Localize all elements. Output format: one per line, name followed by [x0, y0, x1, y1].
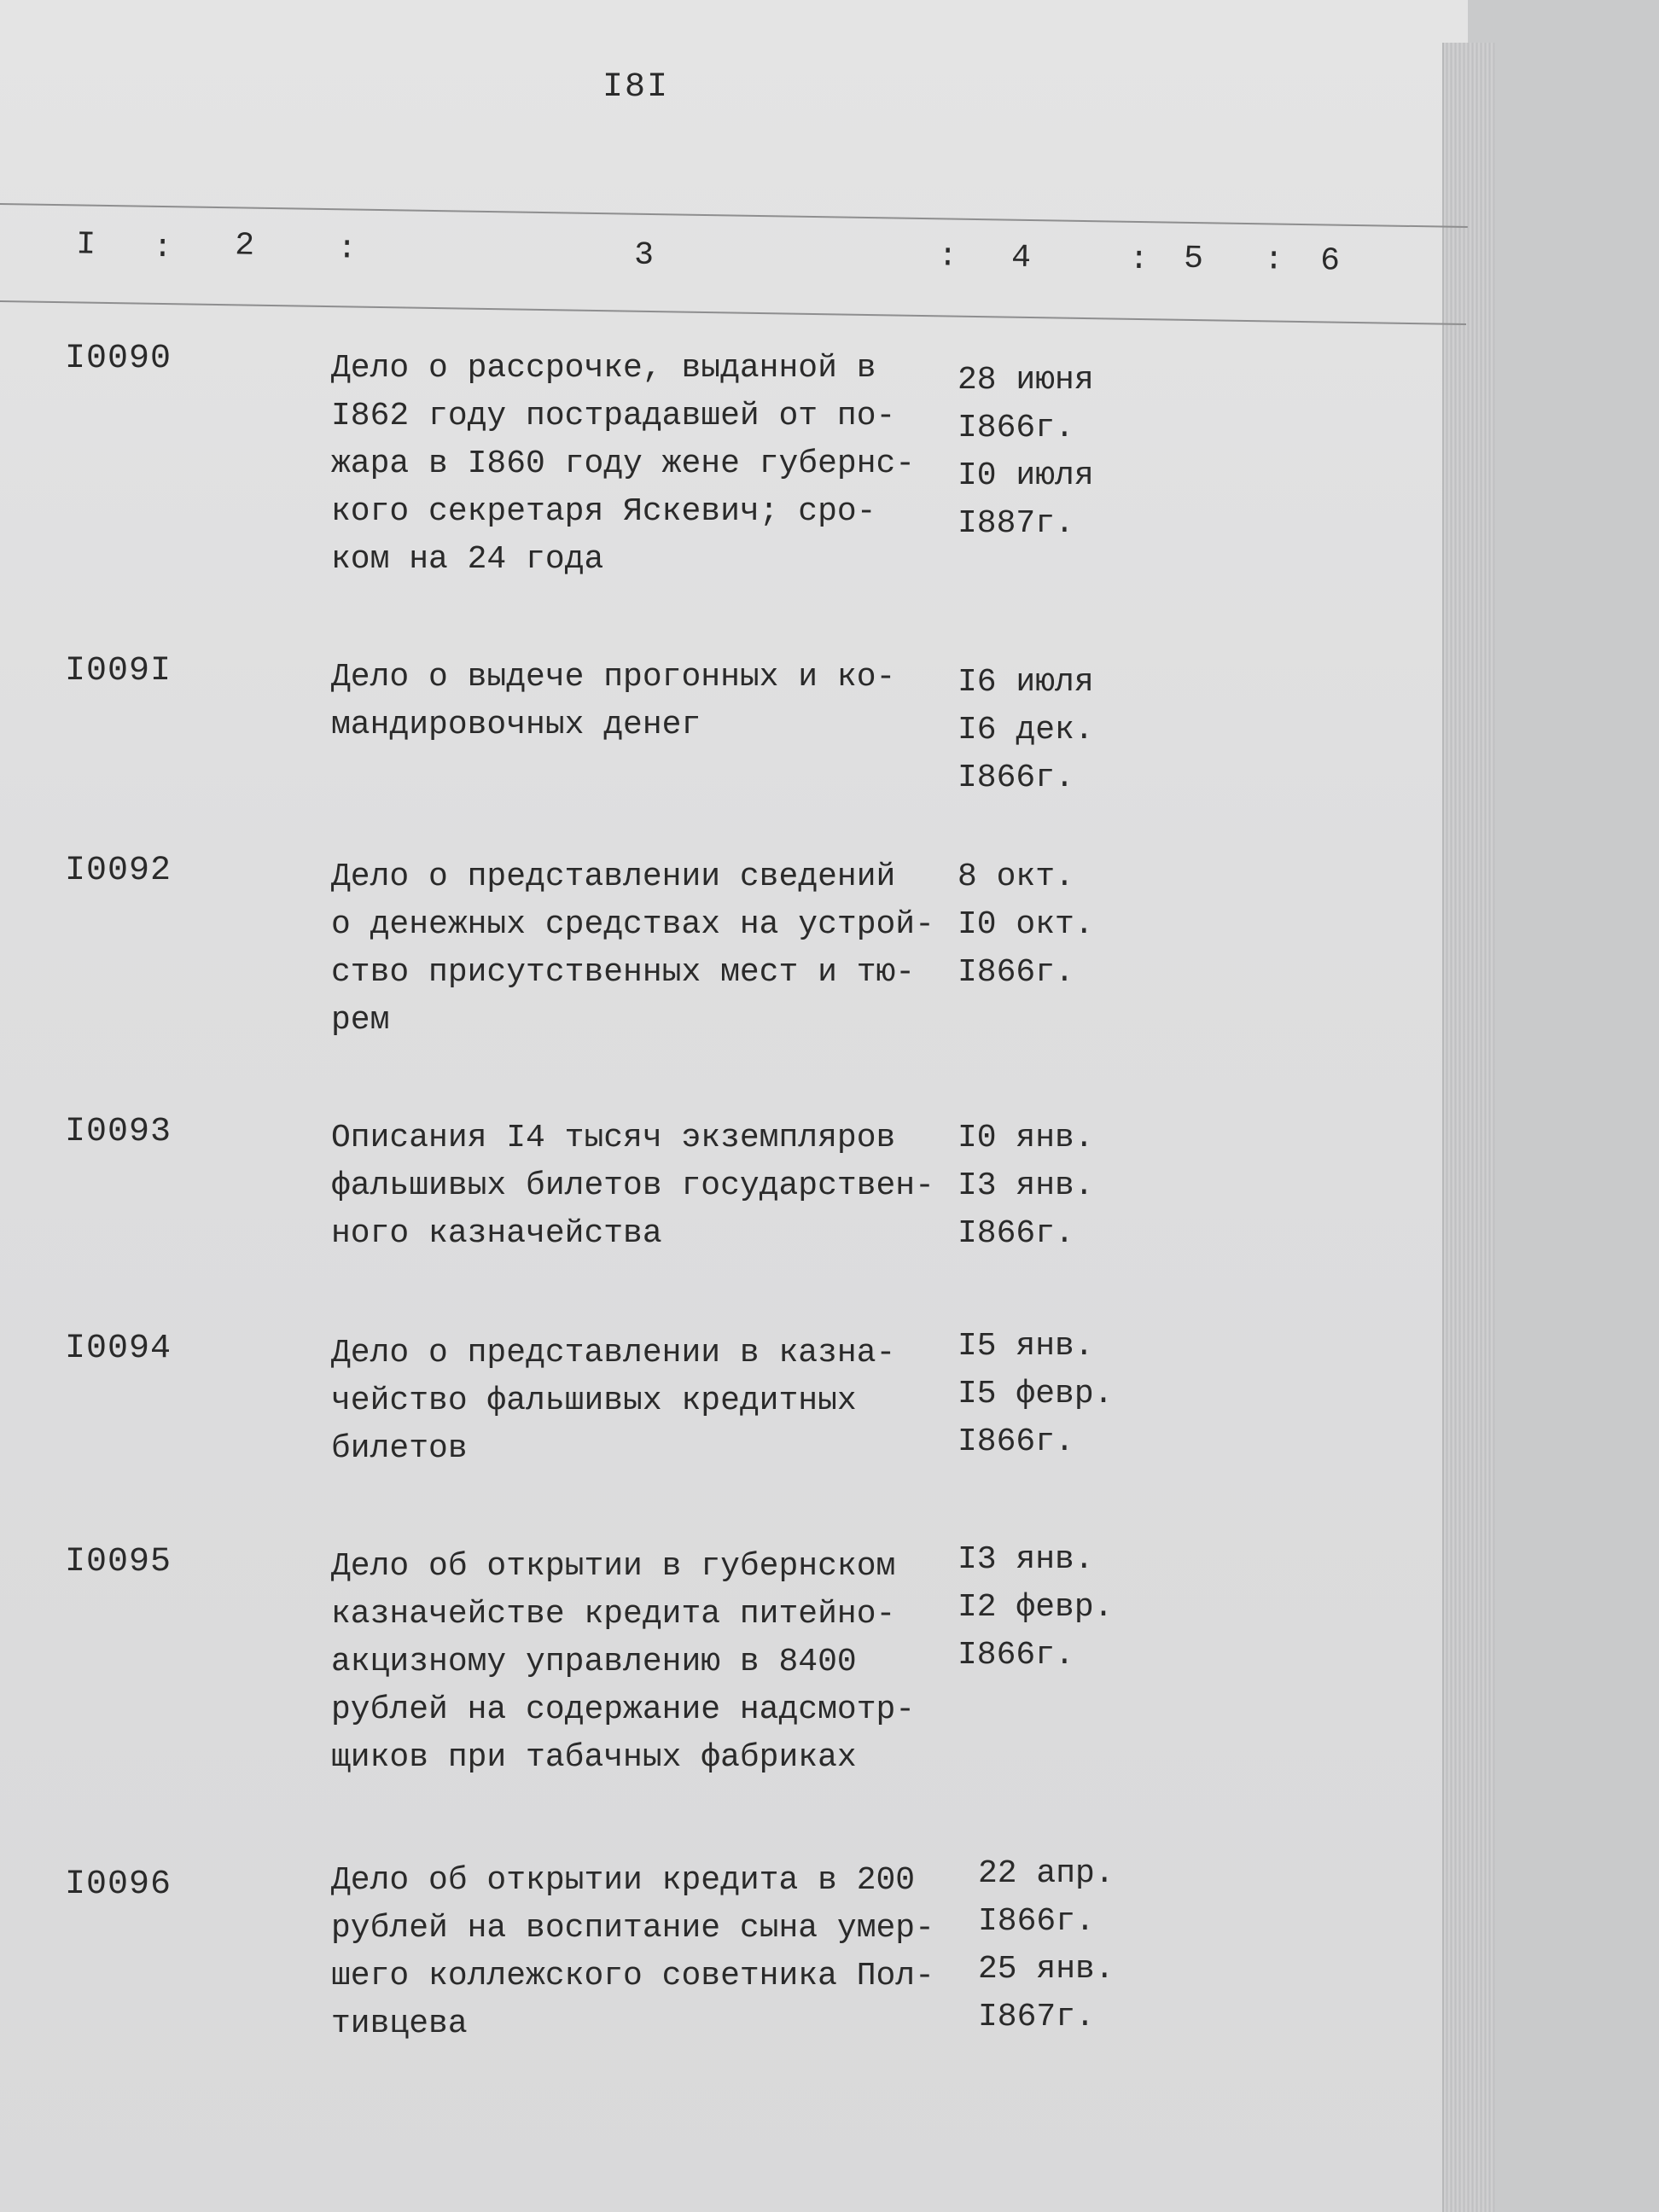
- entry-date-line: I5 февр.: [958, 1376, 1114, 1412]
- entry-title-line: Дело о рассрочке, выданной в: [331, 350, 876, 387]
- entry-date-line: I6 июля: [958, 664, 1094, 701]
- entry-date-line: I0 окт.: [958, 906, 1094, 943]
- entry-date-line: 8 окт.: [958, 859, 1074, 895]
- column-separator: :: [152, 229, 173, 267]
- entry-dates: [978, 1850, 1115, 2041]
- entry-date-line: I866г.: [958, 954, 1074, 991]
- entry-title-line: Дело о представлении сведений: [331, 859, 896, 895]
- column-header-6: 6: [1319, 242, 1341, 280]
- column-header-4: 4: [1010, 239, 1032, 276]
- entry-date-line: I866г.: [958, 410, 1074, 446]
- entry-dates: [958, 357, 1094, 548]
- entry-dates: [958, 1323, 1113, 1466]
- entry-title-line: Дело об открытии в губернском: [331, 1548, 896, 1585]
- entry-title-line: I862 году пострадавшей от по-: [331, 398, 896, 434]
- entry-dates: [958, 1115, 1094, 1258]
- column-separator: :: [336, 230, 358, 268]
- entry-title-line: жара в I860 году жене губернс-: [331, 445, 916, 482]
- entry-date-line: I866г.: [958, 760, 1074, 796]
- entry-date-line: I866г.: [958, 1423, 1074, 1460]
- entry-title-line: Дело о представлении в казна-: [331, 1335, 896, 1371]
- page-number: I8I: [602, 68, 670, 107]
- entry-date-line: I866г.: [958, 1215, 1074, 1252]
- entry-date-line: 25 янв.: [978, 1951, 1115, 1988]
- entry-date-line: I867г.: [978, 1999, 1095, 2035]
- entry-date-line: I2 февр.: [958, 1589, 1114, 1626]
- entry-number: I0096: [65, 1866, 172, 1904]
- entry-title-line: тивцева: [331, 2005, 468, 2042]
- entry-title-line: Дело о выдече прогонных и ко-: [331, 659, 896, 696]
- entry-title-line: рублей на содержание надсмотр-: [331, 1691, 916, 1728]
- entry-title-line: фальшивых билетов государствен-: [331, 1167, 934, 1204]
- entry-title: [331, 1330, 963, 1473]
- entry-date-line: 28 июня: [958, 362, 1094, 399]
- entry-number: I0090: [65, 340, 172, 378]
- entry-title-line: ком на 24 года: [331, 541, 604, 578]
- entry-title: [331, 1543, 963, 1782]
- entry-title-line: казначействе кредита питейно-: [331, 1596, 896, 1633]
- entry-dates: [958, 853, 1094, 997]
- entry-title-line: Описания I4 тысяч экземпляров: [331, 1120, 896, 1156]
- entry-title-line: ного казначейства: [331, 1215, 662, 1252]
- entry-title-line: чейство фальшивых кредитных: [331, 1382, 857, 1419]
- entry-title: [331, 345, 963, 584]
- column-header-3: 3: [633, 236, 655, 275]
- entry-title-line: акцизному управлению в 8400: [331, 1644, 857, 1680]
- entry-date-line: I3 янв.: [958, 1541, 1094, 1578]
- entry-title: [331, 1857, 963, 2048]
- entry-title-line: рем: [331, 1002, 390, 1039]
- column-separator: :: [1128, 241, 1150, 279]
- entry-dates: [958, 1536, 1113, 1679]
- table-header: [0, 203, 1468, 325]
- column-header-1: I: [75, 226, 96, 264]
- entry-title-line: рублей на воспитание сына умер-: [331, 1910, 934, 1947]
- column-separator: :: [1263, 242, 1284, 279]
- entry-date-line: 22 апр.: [978, 1855, 1115, 1892]
- column-header-5: 5: [1183, 240, 1204, 278]
- column-separator: :: [937, 238, 958, 276]
- entry-dates: [958, 659, 1094, 802]
- entry-title-line: о денежных средствах на устрой-: [331, 906, 934, 943]
- entry-number: I0094: [65, 1330, 172, 1368]
- entry-number: I0092: [65, 852, 172, 890]
- entry-number: I0095: [65, 1543, 172, 1581]
- entry-title-line: билетов: [331, 1430, 468, 1467]
- entry-title-line: ство присутственных мест и тю-: [331, 954, 916, 991]
- entry-date-line: I5 янв.: [958, 1328, 1094, 1365]
- entry-date-line: I866г.: [978, 1903, 1095, 1940]
- column-header-2: 2: [234, 227, 255, 265]
- entry-title-line: щиков при табачных фабриках: [331, 1739, 857, 1776]
- entry-title: [331, 654, 963, 749]
- page-stack-edge: [1442, 43, 1495, 2212]
- entry-number: I009I: [65, 652, 172, 690]
- entry-date-line: I6 дек.: [958, 712, 1094, 748]
- entry-title-line: мандировочных денег: [331, 707, 701, 743]
- entry-title: [331, 853, 963, 1045]
- entry-title-line: шего коллежского советника Пол-: [331, 1958, 934, 1994]
- entry-date-line: I866г.: [958, 1637, 1074, 1674]
- entry-date-line: I3 янв.: [958, 1167, 1094, 1204]
- entry-title-line: Дело об открытии кредита в 200: [331, 1862, 916, 1899]
- entry-number: I0093: [65, 1113, 172, 1151]
- entry-title-line: кого секретаря Яскевич; сро-: [331, 493, 876, 530]
- entry-date-line: I0 июля: [958, 457, 1094, 494]
- entry-date-line: I887г.: [958, 505, 1074, 542]
- entry-title: [331, 1115, 963, 1258]
- entry-date-line: I0 янв.: [958, 1120, 1094, 1156]
